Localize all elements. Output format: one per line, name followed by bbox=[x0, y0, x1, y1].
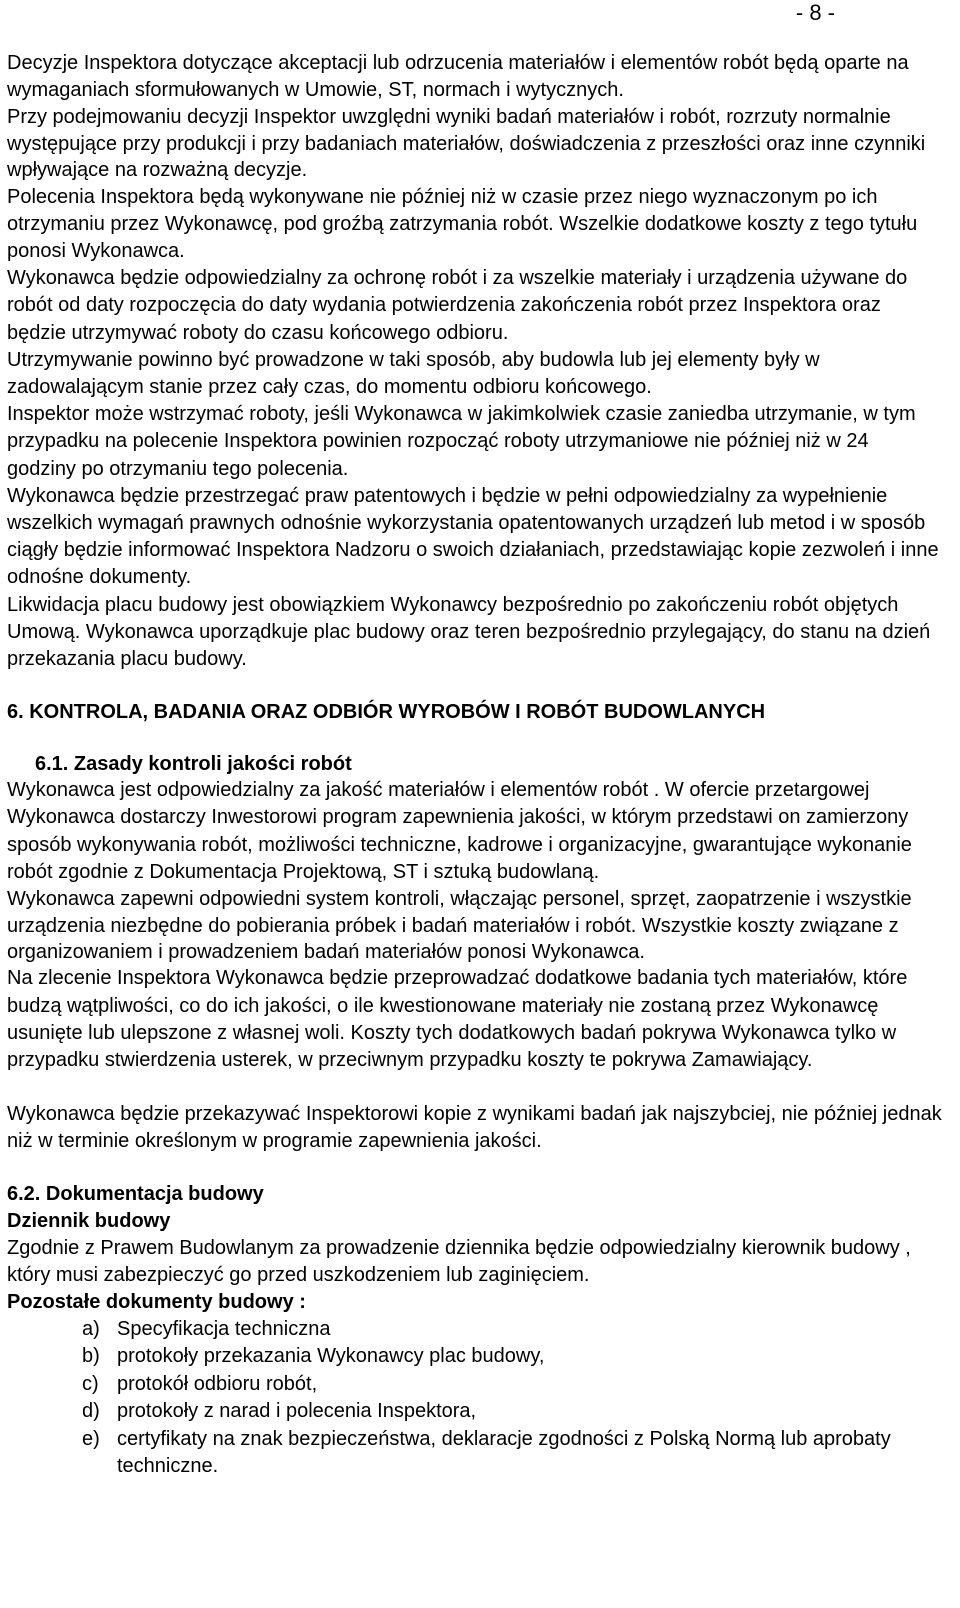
paragraph: Zgodnie z Prawem Budowlanym za prowadzenie dziennika będzie odpowiedzialny kierownik budowy , który musi zabezpieczyć go przed uszkodzeniem lub zaginięciem. bbox=[7, 1236, 911, 1286]
paragraph: Wykonawca zapewni odpowiedni system kontroli, włączając personel, sprzęt, zaopatrzenie i wszystkie urządzenia niezbędne do pobierania próbek i badań materiałów i robót. Wszystkie koszty związane z organizowaniem i prowadzeniem badań materiałów ponosi Wykonawca. bbox=[7, 888, 912, 963]
subsection-heading bbox=[35, 751, 942, 777]
page-number: - 8 - bbox=[795, 0, 835, 25]
list-item-text: Specyfikacja techniczna bbox=[117, 1317, 331, 1340]
paragraph: Decyzje Inspektora dotyczące akceptacji lub odrzucenia materiałów i elementów robót będą oparte na wymaganiach sformułowanych w Umowie, ST, normach i wytycznych. bbox=[7, 52, 909, 102]
list-marker: d) bbox=[82, 1400, 100, 1423]
paragraph: Wykonawca będzie odpowiedzialny za ochronę robót i za wszelkie materiały i urządzenia używane do robót od daty rozpoczęcia do daty wydania potwierdzenia zakończenia robót przez Inspektora oraz będzie utrzymywać roboty do czasu końcowego odbioru. bbox=[7, 267, 908, 344]
list-item bbox=[7, 1371, 942, 1399]
list-item bbox=[7, 1316, 942, 1344]
paragraph: Wykonawca będzie przekazywać Inspektorowi kopie z wynikami badań jak najszybciej, nie później jednak niż w terminie określonym w programie zapewnienia jakości. bbox=[7, 1103, 942, 1153]
blank-line bbox=[7, 1074, 942, 1101]
subsection-title: Zasady kontroli jakości robót bbox=[73, 753, 352, 776]
documents-heading: Pozostałe dokumenty budowy : bbox=[7, 1290, 306, 1313]
list-item-text: protokoły przekazania Wykonawcy plac budowy, bbox=[117, 1345, 545, 1368]
section-heading: 6. KONTROLA, BADANIA ORAZ ODBIÓR WYROBÓW I ROBÓT BUDOWLANYCH bbox=[7, 701, 766, 724]
list-item-text: protokół odbioru robót, bbox=[117, 1372, 318, 1395]
dziennik-heading: Dziennik budowy bbox=[7, 1209, 171, 1232]
subsection-heading: 6.2. Dokumentacja budowy bbox=[7, 1182, 264, 1205]
paragraph: Polecenia Inspektora będą wykonywane nie później niż w czasie przez niego wyznaczonym po ich otrzymaniu przez Wykonawcę, pod groźbą zatrzymania robót. Wszelkie dodatkowe koszty z tego tytułu ponosi Wykonawca. bbox=[7, 185, 918, 263]
list-marker: c) bbox=[82, 1372, 99, 1395]
documents-list bbox=[7, 1316, 942, 1481]
paragraph: Likwidacja placu budowy jest obowiązkiem Wykonawcy bezpośrednio po zakończeniu robót objętych Umową. Wykonawca uporządkuje plac budowy oraz teren bezpośrednio przylegający, do stanu na dzień przekazania placu budowy. bbox=[7, 593, 931, 671]
document-body bbox=[7, 50, 942, 1481]
list-marker: e) bbox=[82, 1427, 100, 1450]
paragraph: Wykonawca będzie przestrzegać praw patentowych i będzie w pełni odpowiedzialny za wypełnienie wszelkich wymagań prawnych odnośnie wykorzystania opatentowanych urządzeń lub metod i w sposób ciągły będzie informować Inspektora Nadzoru o swoich działaniach, przedstawiając kopie zezwoleń i inne odnośne dokumenty. bbox=[7, 484, 939, 589]
list-marker: b) bbox=[82, 1345, 100, 1368]
list-item bbox=[7, 1398, 942, 1426]
list-item-text: certyfikaty na znak bezpieczeństwa, deklaracje zgodności z Polską Normą lub aprobaty techniczne. bbox=[117, 1427, 891, 1478]
list-marker: a) bbox=[82, 1317, 100, 1340]
list-item bbox=[7, 1426, 942, 1481]
list-item bbox=[7, 1343, 942, 1371]
paragraph: Inspektor może wstrzymać roboty, jeśli Wykonawca w jakimkolwiek czasie zaniedba utrzymanie, w tym przypadku na polecenie Inspektora powinien rozpocząć roboty utrzymaniowe nie później niż w 24 godziny po otrzymaniu tego polecenia. bbox=[7, 403, 916, 480]
list-item-text: protokoły z narad i polecenia Inspektora, bbox=[117, 1400, 477, 1423]
paragraph: Wykonawca jest odpowiedzialny za jakość materiałów i elementów robót . W ofercie przetargowej Wykonawca dostarczy Inwestorowi program zapewnienia jakości, w którym przedstawi on zamierzony sposób wykonywania robót, możliwości techniczne, kadrowe i organizacyjne, gwarantujące wykonanie robót zgodnie z Dokumentacja Projektową, ST i sztuką budowlaną. bbox=[7, 779, 912, 883]
paragraph: Przy podejmowaniu decyzji Inspektor uwzględni wyniki badań materiałów i robót, rozrzuty normalnie występujące przy produkcji i przy badaniach materiałów, doświadczenia z przeszłości oraz inne czynniki wpływające na rozważną decyzje. bbox=[7, 106, 926, 182]
paragraph: Na zlecenie Inspektora Wykonawca będzie przeprowadzać dodatkowe badania tych materiałów, które budzą wątpliwości, co do ich jakości, o ile kwestionowane materiały nie zostaną przez Wykonawcę usunięte lub ulepszone z własnej woli. Koszty tych dodatkowych badań pokrywa Wykonawca tylko w przypadku stwierdzenia usterek, w przeciwnym przypadku koszty te pokrywa Zamawiający. bbox=[7, 967, 908, 1071]
subsection-number: 6.1. bbox=[35, 753, 74, 776]
paragraph: Utrzymywanie powinno być prowadzone w taki sposób, aby budowla lub jej elementy były w zadowalającym stanie przez cały czas, do momentu odbioru końcowego. bbox=[7, 348, 820, 399]
